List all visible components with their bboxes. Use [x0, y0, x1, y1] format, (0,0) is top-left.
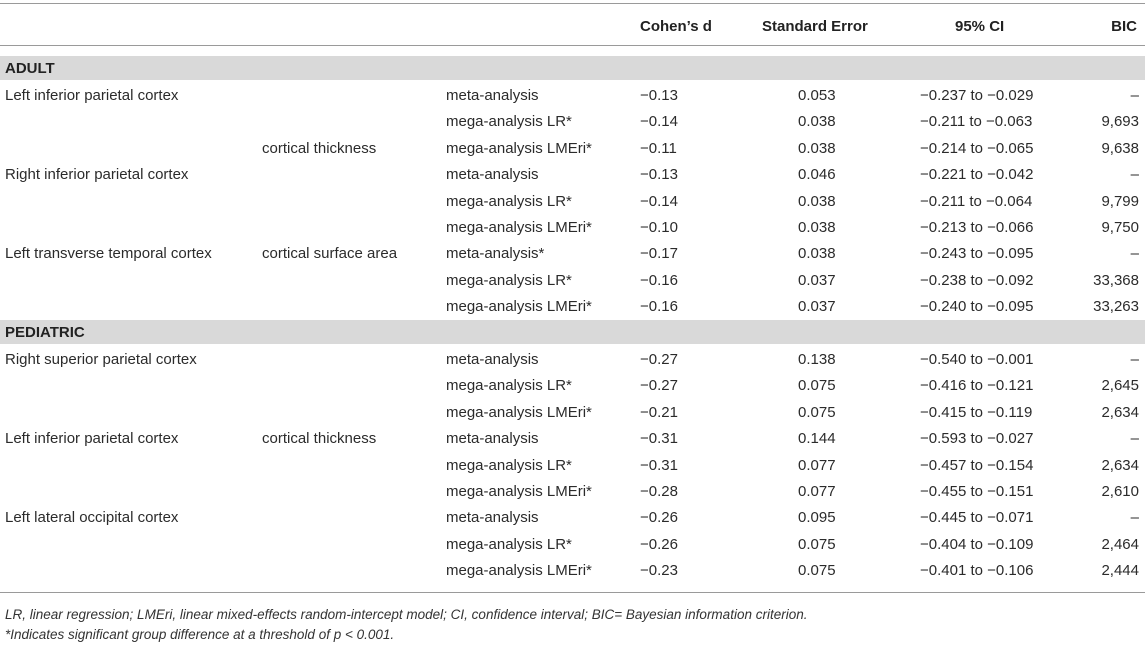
method-cell: mega-analysis LR*	[446, 271, 572, 289]
standard-error-cell: 0.038	[798, 113, 836, 131]
cohens-d-cell: −0.28	[640, 483, 678, 500]
bic-cell: –	[1130, 245, 1139, 263]
method-cell: mega-analysis LMEri*	[446, 139, 592, 157]
method-cell: mega-analysis LR*	[446, 113, 572, 131]
table-row	[0, 505, 1145, 531]
standard-error-cell: 0.075	[798, 535, 836, 553]
ci-cell: −0.211 to −0.063	[920, 113, 1033, 131]
method-cell: meta-analysis	[446, 166, 539, 184]
table-row	[0, 479, 1145, 505]
standard-error-cell: 0.075	[798, 562, 836, 580]
bic-cell: 2,634	[1101, 403, 1139, 421]
section-label: ADULT	[5, 60, 55, 77]
section-pediatric	[0, 320, 1145, 344]
header-cohens-d: Cohen’s d	[640, 18, 712, 35]
bic-cell: 33,368	[1093, 271, 1139, 289]
ci-cell: −0.404 to −0.109	[920, 535, 1034, 553]
cohens-d-cell: −0.26	[640, 509, 678, 527]
bic-cell: –	[1130, 351, 1139, 368]
standard-error-cell: 0.138	[798, 351, 836, 368]
cohens-d-cell: −0.21	[640, 403, 678, 421]
ci-cell: −0.416 to −0.121	[920, 377, 1034, 395]
standard-error-cell: 0.038	[798, 219, 836, 236]
header-ci: 95% CI	[955, 18, 1005, 35]
method-cell: mega-analysis LR*	[446, 535, 572, 553]
ci-cell: −0.213 to −0.066	[920, 219, 1034, 236]
measure-cell: cortical thickness	[262, 430, 377, 448]
cohens-d-cell: −0.16	[640, 271, 678, 289]
ci-cell: −0.238 to −0.092	[920, 271, 1034, 289]
ci-cell: −0.455 to −0.151	[920, 483, 1034, 500]
standard-error-cell: 0.075	[798, 403, 836, 421]
table-row	[0, 294, 1145, 320]
ci-cell: −0.237 to −0.029	[920, 87, 1034, 104]
cohens-d-cell: −0.13	[640, 87, 678, 104]
method-cell: meta-analysis	[446, 87, 539, 104]
standard-error-cell: 0.095	[798, 509, 836, 527]
cohens-d-cell: −0.10	[640, 219, 678, 236]
standard-error-cell: 0.144	[798, 430, 836, 448]
bic-cell: 2,464	[1101, 535, 1139, 553]
cohens-d-cell: −0.31	[640, 430, 678, 448]
cohens-d-cell: −0.11	[640, 139, 677, 157]
cohens-d-cell: −0.27	[640, 377, 678, 395]
table-row	[0, 215, 1145, 241]
method-cell: mega-analysis LMEri*	[446, 298, 592, 316]
ci-cell: −0.243 to −0.095	[920, 245, 1034, 263]
standard-error-cell: 0.077	[798, 456, 836, 474]
table-row	[0, 532, 1145, 558]
method-cell: mega-analysis LMEri*	[446, 483, 592, 500]
method-cell: meta-analysis*	[446, 245, 545, 263]
standard-error-cell: 0.038	[798, 192, 836, 210]
cohens-d-cell: −0.14	[640, 192, 678, 210]
table-row	[0, 241, 1145, 267]
bic-cell: 33,263	[1093, 298, 1139, 316]
standard-error-cell: 0.038	[798, 139, 836, 157]
table-row	[0, 136, 1145, 162]
ci-cell: −0.593 to −0.027	[920, 430, 1034, 448]
bic-cell: –	[1130, 87, 1139, 104]
bic-cell: 9,799	[1101, 192, 1139, 210]
region-cell: Left transverse temporal cortex	[5, 245, 212, 263]
table-row	[0, 400, 1145, 426]
table-top-rule	[0, 3, 1145, 4]
footnote-significance: *Indicates significant group difference at a threshold of p < 0.001.	[5, 627, 395, 642]
ci-cell: −0.445 to −0.071	[920, 509, 1034, 527]
table-row	[0, 373, 1145, 399]
section-adult	[0, 56, 1145, 80]
region-cell: Left inferior parietal cortex	[5, 87, 179, 104]
ci-cell: −0.211 to −0.064	[920, 192, 1033, 210]
table-row	[0, 109, 1145, 135]
region-cell: Right inferior parietal cortex	[5, 166, 189, 184]
table-row	[0, 347, 1145, 373]
method-cell: meta-analysis	[446, 509, 539, 527]
method-cell: meta-analysis	[446, 430, 539, 448]
bic-cell: 2,645	[1101, 377, 1139, 395]
table-bottom-rule	[0, 592, 1145, 593]
ci-cell: −0.457 to −0.154	[920, 456, 1034, 474]
cohens-d-cell: −0.17	[640, 245, 678, 263]
region-cell: Right superior parietal cortex	[5, 351, 197, 368]
cohens-d-cell: −0.27	[640, 351, 678, 368]
bic-cell: 9,638	[1101, 139, 1139, 157]
standard-error-cell: 0.075	[798, 377, 836, 395]
method-cell: meta-analysis	[446, 351, 539, 368]
table-row	[0, 189, 1145, 215]
ci-cell: −0.401 to −0.106	[920, 562, 1034, 580]
bic-cell: 9,693	[1101, 113, 1139, 131]
table-row	[0, 162, 1145, 188]
bic-cell: 2,610	[1101, 483, 1139, 500]
region-cell: Left inferior parietal cortex	[5, 430, 179, 448]
standard-error-cell: 0.053	[798, 87, 836, 104]
ci-cell: −0.540 to −0.001	[920, 351, 1034, 368]
bic-cell: 2,634	[1101, 456, 1139, 474]
table-row	[0, 453, 1145, 479]
region-cell: Left lateral occipital cortex	[5, 509, 179, 527]
table-row	[0, 558, 1145, 584]
table-row	[0, 426, 1145, 452]
section-label: PEDIATRIC	[5, 324, 85, 341]
method-cell: mega-analysis LR*	[446, 192, 572, 210]
ci-cell: −0.221 to −0.042	[920, 166, 1034, 184]
method-cell: mega-analysis LMEri*	[446, 219, 592, 236]
standard-error-cell: 0.077	[798, 483, 836, 500]
bic-cell: –	[1130, 166, 1139, 184]
standard-error-cell: 0.037	[798, 298, 836, 316]
method-cell: mega-analysis LR*	[446, 377, 572, 395]
method-cell: mega-analysis LR*	[446, 456, 572, 474]
bic-cell: –	[1130, 430, 1139, 448]
cohens-d-cell: −0.16	[640, 298, 678, 316]
bic-cell: 9,750	[1101, 219, 1139, 236]
table-row	[0, 83, 1145, 109]
cohens-d-cell: −0.31	[640, 456, 678, 474]
cohens-d-cell: −0.23	[640, 562, 678, 580]
cohens-d-cell: −0.14	[640, 113, 678, 131]
standard-error-cell: 0.046	[798, 166, 836, 184]
measure-cell: cortical surface area	[262, 245, 398, 263]
table-row	[0, 268, 1145, 294]
cohens-d-cell: −0.26	[640, 535, 678, 553]
header-bic: BIC	[1111, 18, 1137, 35]
footnote-abbreviations: LR, linear regression; LMEri, linear mixed-effects random-intercept model; CI, confidence interval; BIC= Bayesian information criterion.	[5, 607, 808, 622]
standard-error-cell: 0.038	[798, 245, 836, 263]
measure-cell: cortical thickness	[262, 139, 377, 157]
ci-cell: −0.240 to −0.095	[920, 298, 1034, 316]
bic-cell: 2,444	[1101, 562, 1139, 580]
header-bottom-rule	[0, 45, 1145, 46]
method-cell: mega-analysis LMEri*	[446, 403, 592, 421]
method-cell: mega-analysis LMEri*	[446, 562, 592, 580]
ci-cell: −0.214 to −0.065	[920, 139, 1034, 157]
bic-cell: –	[1130, 509, 1139, 527]
cohens-d-cell: −0.13	[640, 166, 678, 184]
standard-error-cell: 0.037	[798, 271, 836, 289]
header-standard-error: Standard Error	[762, 18, 868, 35]
ci-cell: −0.415 to −0.119	[920, 403, 1033, 421]
